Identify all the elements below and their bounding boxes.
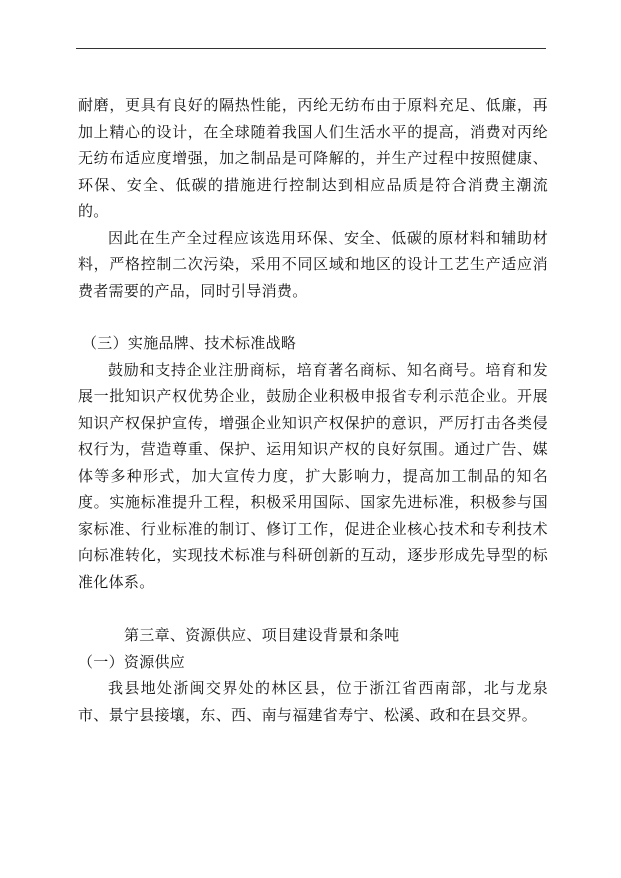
subsection-heading-resource-supply: （一）资源供应	[78, 652, 186, 671]
spacer	[78, 304, 548, 330]
document-body	[78, 92, 548, 728]
header-rule	[76, 48, 546, 49]
paragraph-resource-supply: 我县地处浙闽交界处的林区县，位于浙江省西南部，北与龙泉市、景宁县接壤，东、西、南与福建省寿宁、松溪、政和在县交界。	[78, 679, 548, 724]
paragraph-continuation: 耐磨，更具有良好的隔热性能，丙纶无纺布由于原料充足、低廉，再加上精心的设计，在全球随着我国人们生活水平的提高，消费对丙纶无纺布适应度增强，加之制品是可降解的，并生产过程中按照健康、环保、安全、低碳的措施进行控制达到相应品质是符合消费主潮流的。	[78, 96, 548, 220]
spacer	[78, 595, 548, 622]
paragraph-brand-strategy: 鼓励和支持企业注册商标，培育著名商标、知名商号。培育和发展一批知识产权优势企业，鼓励企业积极申报省专利示范企业。开展知识产权保护宣传，增强企业知识产权保护的意识，严厉打击各类侵权行为，营造尊重、保护、运用知识产权的良好氛围。通过广告、媒体等多种形式，加大宣传力度，扩大影响力，提高加工制品的知名度。实施标准提升工程，积极采用国际、国家先进标准，积极参与国家标准、行业标准的制订、修订工作，促进企业核心技术和专利技术向标准转化，实现技术标准与科研创新的互动，逐步形成先导型的标准化体系。	[78, 360, 548, 591]
chapter-heading: 第三章、资源供应、项目建设背景和条吨	[124, 626, 400, 644]
section-heading-brand-strategy: （三）实施品牌、技术标准战略	[82, 334, 297, 352]
paragraph-production-process: 因此在生产全过程应该选用环保、安全、低碳的原材料和辅助材料，严格控制二次污染，采用不同区域和地区的设计工艺生产适应消费者需要的产品，同时引导消费。	[78, 228, 548, 300]
